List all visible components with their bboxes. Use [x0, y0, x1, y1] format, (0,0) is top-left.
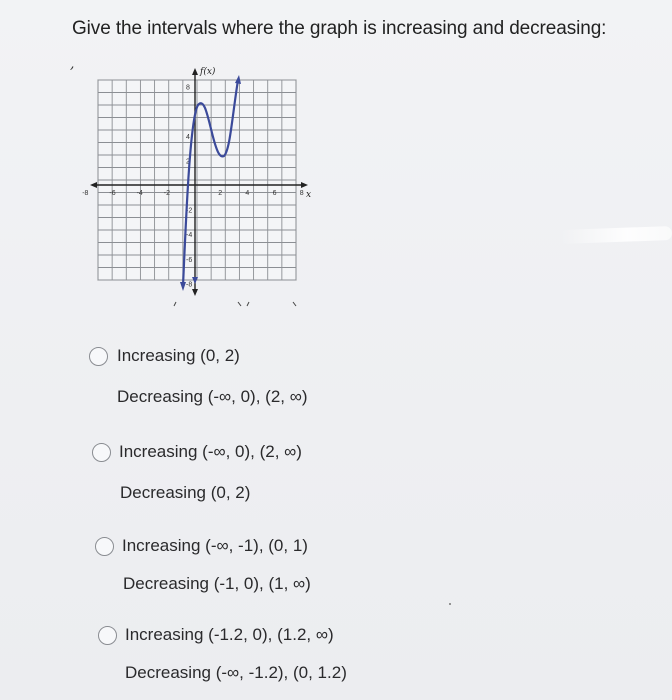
- y-tick-label: -4: [186, 232, 193, 240]
- y-tick-label: 8: [186, 84, 190, 92]
- x-axis-label: x: [306, 190, 312, 200]
- x-tick-label: -8: [82, 190, 89, 197]
- option-decreasing-label: Decreasing (-∞, 0), (2, ∞): [117, 387, 308, 406]
- x-axis-arrow-left-icon: [90, 182, 97, 188]
- option-increasing-label: Increasing (-1.2, 0), (1.2, ∞): [125, 625, 334, 644]
- x-tick-label: 2: [218, 190, 223, 197]
- y-tick-label: 2: [186, 158, 190, 166]
- option-increasing-label: Increasing (0, 2): [117, 346, 240, 365]
- x-tick-label: 6: [272, 190, 277, 197]
- x-tick-label: -4: [136, 190, 143, 197]
- function-graph: [82, 58, 326, 318]
- y-axis-label: f(x): [200, 67, 216, 77]
- x-tick-label: -2: [163, 190, 171, 197]
- question-text: Give the intervals where the graph is increasing and decreasing:: [72, 18, 607, 39]
- pencil-mark: [247, 302, 249, 306]
- y-tick-label: -6: [186, 256, 193, 264]
- option-increasing-label: Increasing (-∞, -1), (0, 1): [122, 536, 308, 555]
- y-tick-label: -2: [186, 207, 193, 215]
- y-axis-arrow-up-icon: [192, 68, 198, 75]
- option-decreasing-label: Decreasing (-∞, -1.2), (0, 1.2): [125, 663, 347, 682]
- y-tick-label: -8: [186, 281, 193, 289]
- option-decreasing-label: Decreasing (0, 2): [120, 483, 251, 502]
- pencil-mark: [238, 302, 241, 306]
- stray-dot: [449, 603, 451, 605]
- y-tick-label: 4: [186, 133, 190, 141]
- pencil-mark: [293, 302, 296, 306]
- radio-button[interactable]: [89, 347, 108, 366]
- x-tick-label: 8: [299, 190, 304, 197]
- option-increasing-label: Increasing (-∞, 0), (2, ∞): [119, 442, 302, 461]
- radio-button[interactable]: [95, 537, 114, 556]
- stray-mark: ,: [70, 56, 75, 72]
- x-axis-arrow-right-icon: [301, 182, 308, 188]
- radio-button[interactable]: [92, 443, 111, 462]
- x-tick-label: 4: [245, 190, 250, 197]
- radio-button[interactable]: [98, 626, 117, 645]
- y-axis-arrow-down-icon: [192, 289, 198, 296]
- option-decreasing-label: Decreasing (-1, 0), (1, ∞): [123, 574, 311, 593]
- x-tick-label: -6: [109, 190, 116, 197]
- pencil-mark: [174, 302, 176, 306]
- screen-glare: [560, 226, 672, 244]
